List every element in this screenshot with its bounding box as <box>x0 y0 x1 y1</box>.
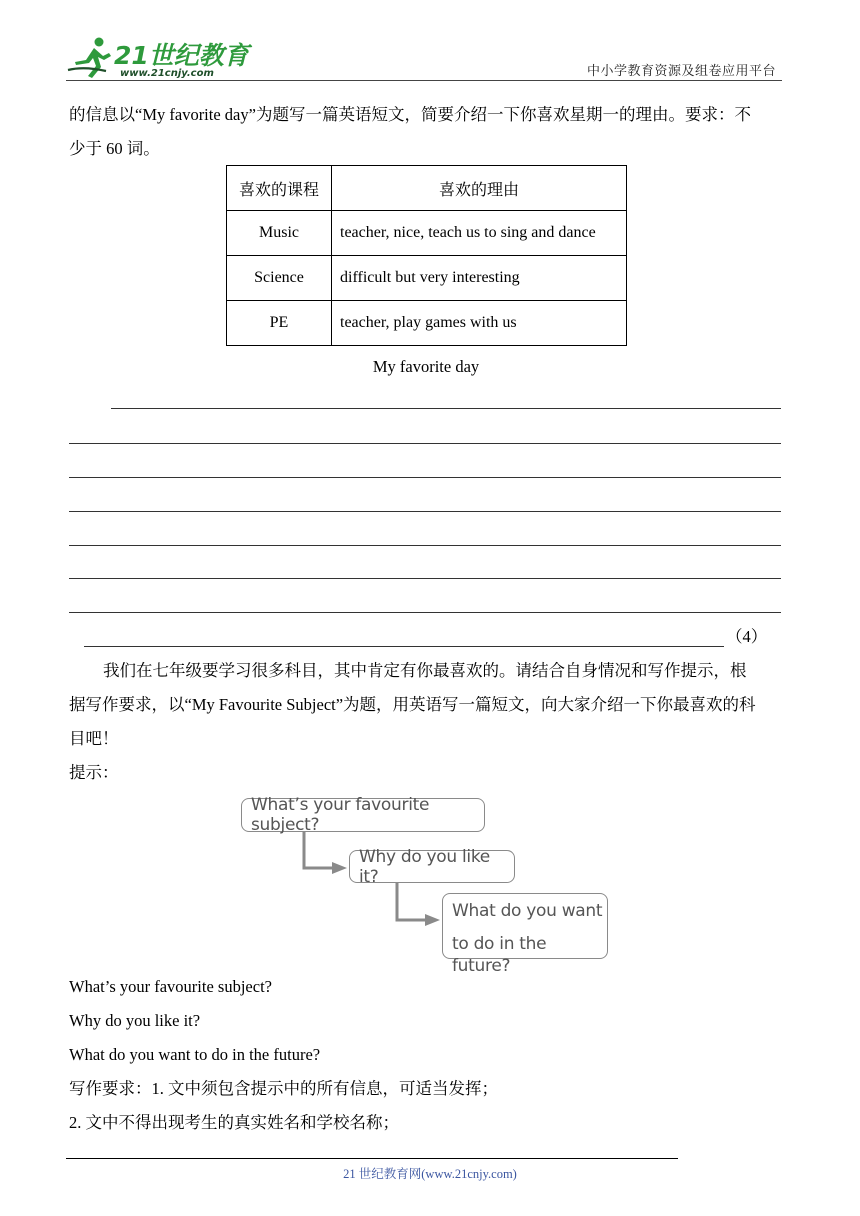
hint-box-favourite-subject: What’s your favourite subject? <box>241 798 485 832</box>
question-3: What do you want to do in the future? <box>69 1045 321 1064</box>
arrow-2-head <box>425 914 440 926</box>
question-2: Why do you like it? <box>69 1011 201 1030</box>
arrow-2 <box>397 883 425 920</box>
writing-line[interactable] <box>69 443 781 444</box>
question-number: （4） <box>726 627 768 646</box>
writing-line[interactable] <box>84 646 724 647</box>
task4-para-line3: 目吧！ <box>69 729 119 748</box>
task4-para-line2: 据写作要求，以“My Favourite Subject”为题，用英语写一篇短文，向大家介绍一下你最喜欢的科 <box>69 695 756 714</box>
writing-line[interactable] <box>69 578 781 579</box>
hint-box-why-like: Why do you like it? <box>349 850 515 883</box>
hint-box-future-line1: What do you want <box>452 901 603 921</box>
question-1: What’s your favourite subject? <box>69 977 272 996</box>
site-logo <box>66 36 249 80</box>
table-row <box>227 211 627 256</box>
table-cell: difficult but very interesting <box>332 256 627 301</box>
arrow-1 <box>304 831 332 868</box>
writing-line[interactable] <box>69 511 781 512</box>
requirement-1: 写作要求：1. 文中须包含提示中的所有信息，可适当发挥； <box>69 1079 498 1098</box>
logo-21: 21世纪教育 <box>114 41 249 70</box>
table-cell: teacher, play games with us <box>332 301 627 346</box>
courses-table <box>226 165 627 346</box>
table-header-cell: 喜欢的课程 <box>227 166 332 211</box>
logo-url: www.21cnjy.com <box>120 68 214 79</box>
table-header-cell: 喜欢的理由 <box>332 166 627 211</box>
essay-title: My favorite day <box>372 357 480 376</box>
requirement-2: 2. 文中不得出现考生的真实姓名和学校名称； <box>69 1113 399 1132</box>
table-header-row <box>227 166 627 211</box>
table-row <box>227 301 627 346</box>
hint-box-future <box>442 893 608 976</box>
footer-divider <box>66 1158 678 1159</box>
hint-label: 提示： <box>69 763 119 782</box>
writing-line[interactable] <box>69 477 781 478</box>
task3-line2: 少于 60 词。 <box>69 139 160 158</box>
header-divider <box>66 80 782 81</box>
writing-line[interactable] <box>69 612 781 613</box>
table-cell: Science <box>227 256 332 301</box>
table-row <box>227 256 627 301</box>
footer-text[interactable]: 21 世纪教育网(www.21cnjy.com) <box>343 1167 517 1181</box>
writing-line[interactable] <box>111 408 781 409</box>
table-cell: teacher, nice, teach us to sing and dance <box>332 211 627 256</box>
table-cell: Music <box>227 211 332 256</box>
platform-text: 中小学教育资源及组卷应用平台 <box>586 63 776 78</box>
hint-box-future-line2: to do in the future? <box>452 934 547 976</box>
task3-line1: 的信息以“My favorite day”为题写一篇英语短文，简要介绍一下你喜欢星期一的理由。要求：不 <box>69 105 751 124</box>
writing-line[interactable] <box>69 545 781 546</box>
task4-para-line1: 我们在七年级要学习很多科目，其中肯定有你最喜欢的。请结合自身情况和写作提示，根 <box>103 661 747 680</box>
arrow-1-head <box>332 862 347 874</box>
table-cell: PE <box>227 301 332 346</box>
runner-icon <box>68 38 111 79</box>
